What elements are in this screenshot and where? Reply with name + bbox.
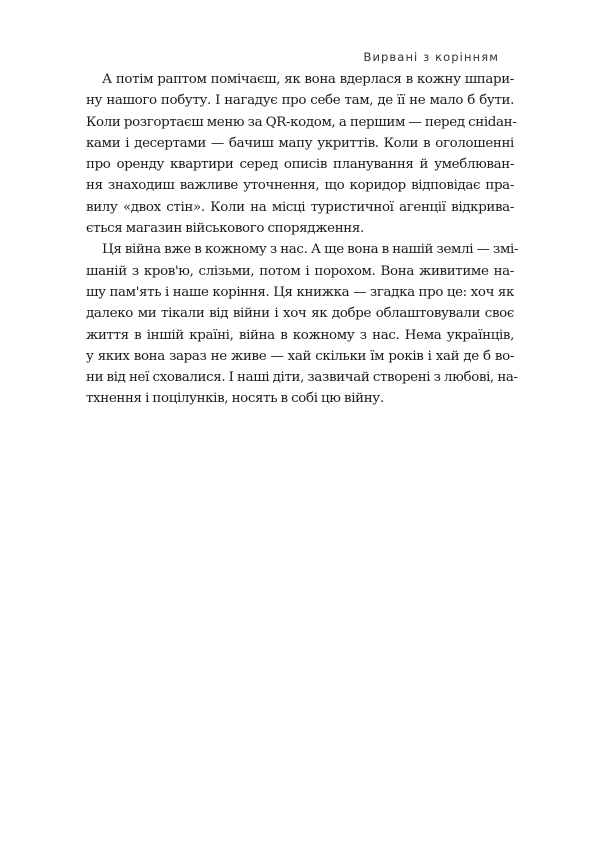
text-line: тхнення і поцілунків, носять в собі цю війну. (86, 391, 384, 407)
text-line: ни від неї сховалися. І наші діти, зазвичай створені з любові, на- (86, 370, 518, 386)
text-line: життя в іншій країні, війна в кожному з нас. Нема українців, (86, 327, 514, 343)
body-text (86, 69, 519, 410)
paragraph-2 (86, 239, 519, 409)
text-line: А потім раптом помічаєш, як вона вдерлася в кожну шпари- (102, 72, 514, 87)
text-line: вилу «двох стін». Коли на місці туристичної агенції відкрива- (86, 199, 514, 215)
text-line: далеко ми тікали від війни і хоч як добре облаштовували своє (86, 306, 514, 322)
text-line: у яких вона зараз не живе — хай скільки їм років і хай де б во- (86, 348, 514, 364)
text-line: ня знаходиш важливе уточнення, що коридор відповідає пра- (86, 178, 514, 194)
text-line: шаній з кров'ю, слізьми, потом і порохом. Вона живитиме на- (86, 263, 514, 279)
running-header-title: Вирвані з корінням (363, 50, 499, 64)
text-line: ється магазин військового спорядження. (86, 221, 364, 237)
text-line: ну нашого побуту. І нагадує про себе там, де її не мало б бути. (86, 93, 514, 109)
text-line: ками і десертами — бачиш мапу укриттів. Коли в оголошенні (86, 135, 514, 151)
text-line: шу пам'ять і наше коріння. Ця книжка — згадка про це: хоч як (86, 284, 514, 300)
text-line: про оренду квартири серед описів планування й умеблюван- (86, 157, 514, 173)
text-line: Ця війна вже в кожному з нас. А ще вона в нашій землі — змі- (102, 242, 519, 258)
paragraph-1 (86, 69, 517, 239)
text-line: Коли розгортаєш меню за QR-кодом, а першим — перед сніdан- (86, 114, 517, 130)
